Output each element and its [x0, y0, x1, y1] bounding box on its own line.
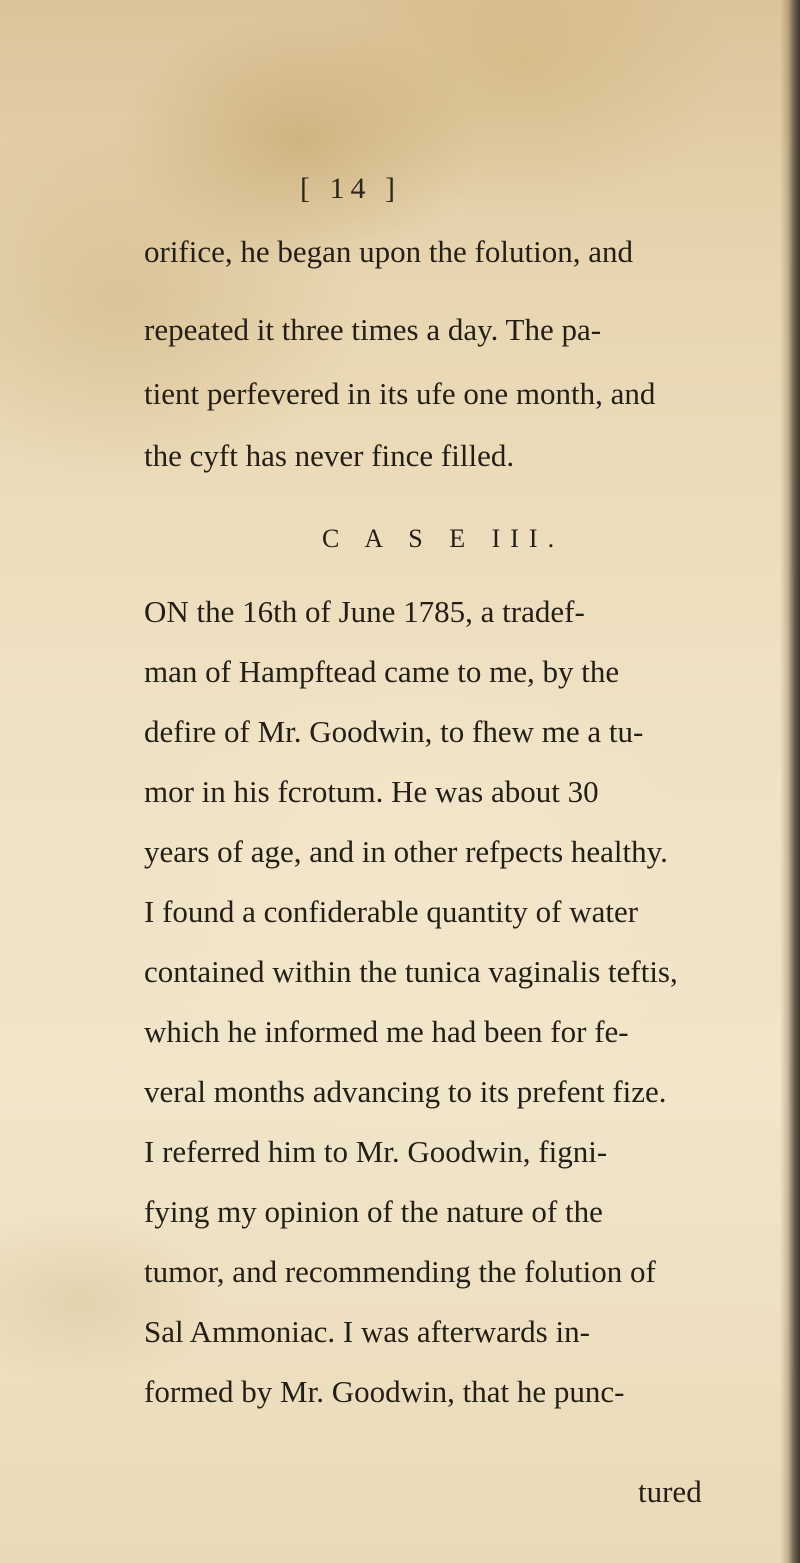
text-line: I found a confiderable quantity of water — [144, 894, 639, 929]
text-line: the cyft has never fince filled. — [144, 438, 515, 473]
text-line: veral months advancing to its prefent fize. — [144, 1074, 667, 1109]
text-line: mor in his fcrotum. He was about 30 — [144, 774, 599, 809]
text-line: repeated it three times a day. The pa- — [144, 312, 602, 347]
page-number-header: [ 14 ] — [300, 172, 401, 205]
catchword: tured — [638, 1474, 702, 1509]
text-line: Sal Ammoniac. I was afterwards in- — [144, 1314, 590, 1349]
text-line: tumor, and recommending the folution of — [144, 1254, 656, 1289]
text-line: which he informed me had been for fe- — [144, 1014, 629, 1049]
text-line: I referred him to Mr. Goodwin, figni- — [144, 1134, 608, 1169]
text-line: orifice, he began upon the folution, and — [144, 234, 633, 269]
text-line: years of age, and in other refpects healthy. — [144, 834, 668, 869]
text-line: defire of Mr. Goodwin, to fhew me a tu- — [144, 714, 644, 749]
text-line: ON the 16th of June 1785, a tradef- — [144, 594, 585, 629]
text-line: fying my opinion of the nature of the — [144, 1194, 603, 1229]
case-heading: C A S E III. — [322, 524, 565, 553]
text-line: formed by Mr. Goodwin, that he punc- — [144, 1374, 625, 1409]
page-edge-shadow — [780, 0, 800, 1563]
text-line: contained within the tunica vaginalis teftis, — [144, 954, 678, 989]
text-line: man of Hampftead came to me, by the — [144, 654, 620, 689]
text-line: tient perfevered in its ufe one month, and — [144, 376, 656, 411]
